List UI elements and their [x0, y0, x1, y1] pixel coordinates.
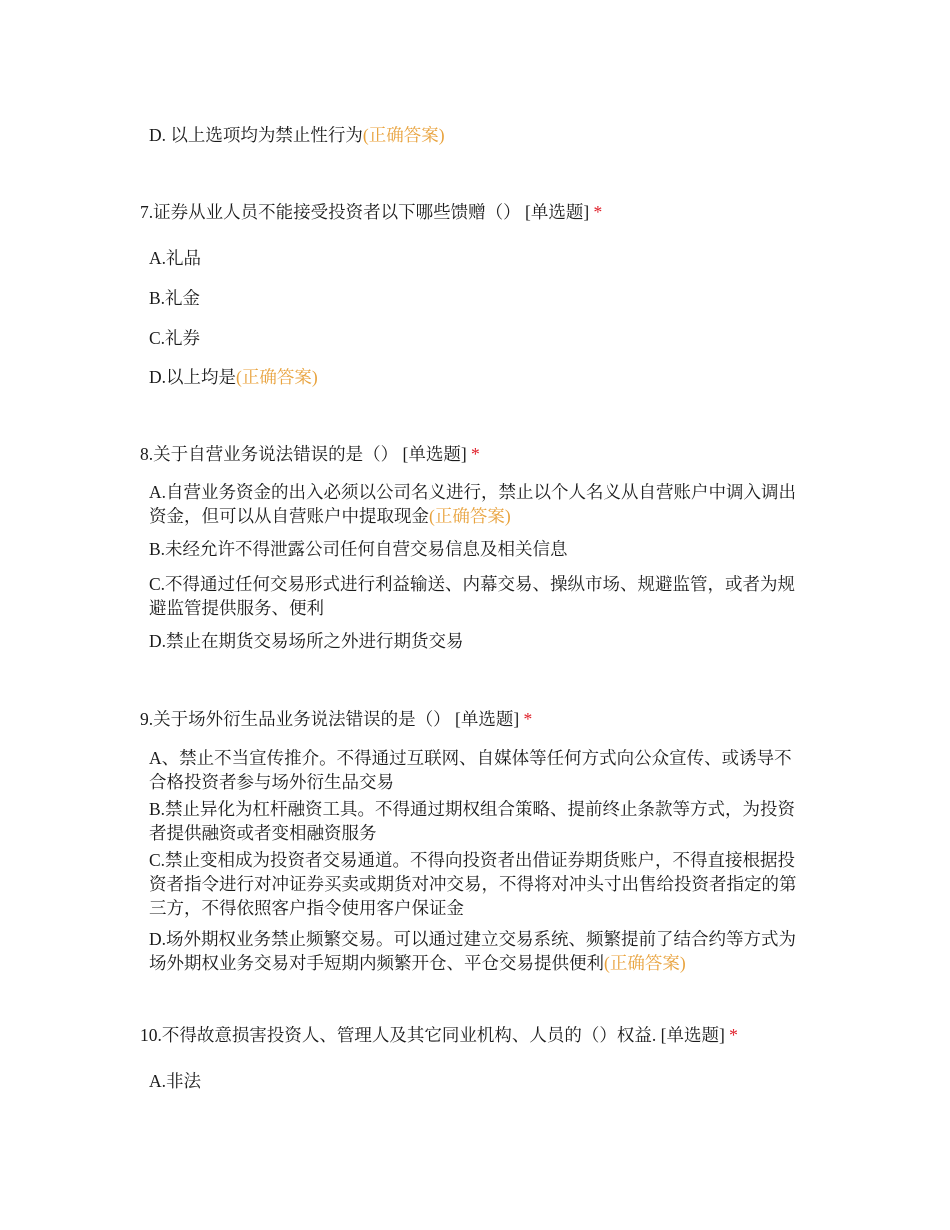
q10-option-a-text: A.非法	[149, 1071, 202, 1091]
q7-option-c[interactable]	[149, 325, 200, 350]
q8-option-b[interactable]	[149, 537, 809, 561]
q8-option-d-text: D.禁止在期货交易场所之外进行期货交易	[149, 631, 464, 651]
q9-type: [单选题]	[455, 709, 520, 729]
q9-title-text: 9.关于场外衍生品业务说法错误的是（）	[140, 709, 451, 729]
q6-option-d-text: D. 以上选项均为禁止性行为	[149, 125, 363, 145]
q7-title-text: 7.证券从业人员不能接受投资者以下哪些馈赠（）	[140, 202, 521, 222]
q10-type: [单选题]	[660, 1025, 725, 1045]
q8-type: [单选题]	[402, 444, 467, 464]
q8-option-c[interactable]	[149, 572, 809, 620]
correct-answer-marker: (正确答案)	[362, 125, 445, 145]
q8-option-b-text: B.未经允许不得泄露公司任何自营交易信息及相关信息	[149, 539, 568, 559]
q9-option-c[interactable]	[149, 848, 809, 920]
q8-option-a-text: A.自营业务资金的出入必须以公司名义进行，禁止以个人名义从自营账户中调入调出资金，但可以从自营账户中提取现金	[149, 482, 797, 526]
q7-title	[140, 199, 602, 224]
correct-answer-marker: (正确答案)	[429, 506, 511, 526]
q9-option-b-text: B.禁止异化为杠杆融资工具。不得通过期权组合策略、提前终止条款等方式，为投资者提供融资或者变相融资服务	[149, 799, 796, 843]
q9-title	[140, 706, 532, 731]
q9-option-d[interactable]	[149, 927, 809, 975]
q8-title	[140, 441, 480, 466]
required-marker: *	[593, 202, 603, 222]
required-marker: *	[729, 1025, 738, 1045]
q8-option-d[interactable]	[149, 629, 809, 653]
q10-option-a[interactable]	[149, 1068, 201, 1093]
q8-option-a[interactable]	[149, 480, 809, 528]
correct-answer-marker: (正确答案)	[236, 367, 318, 387]
q7-option-b-text: B.礼金	[149, 288, 201, 308]
q7-type: [单选题]	[525, 202, 590, 222]
q9-option-a-text: A、禁止不当宣传推介。不得通过互联网、自媒体等任何方式向公众宣传、或诱导不合格投资者参与场外衍生品交易	[149, 748, 792, 792]
q7-option-d[interactable]	[149, 364, 318, 389]
q7-option-d-text: D.以上均是	[149, 367, 237, 387]
required-marker: *	[523, 709, 533, 729]
q10-title	[140, 1022, 738, 1047]
q9-option-d-text: D.场外期权业务禁止频繁交易。可以通过建立交易系统、频繁提前了结合约等方式为场外期权业务交易对手短期内频繁开仓、平仓交易提供便利	[149, 929, 797, 973]
required-marker: *	[471, 444, 480, 464]
q7-option-a-text: A.礼品	[149, 248, 202, 268]
q9-option-a[interactable]	[149, 746, 809, 794]
q9-option-c-text: C.禁止变相成为投资者交易通道。不得向投资者出借证券期货账户，不得直接根据投资者指令进行对冲证券买卖或期货对冲交易，不得将对冲头寸出售给投资者指定的第三方，不得依照客户指令使用客户保证金	[149, 850, 797, 918]
q9-option-b[interactable]	[149, 797, 809, 845]
q7-option-a[interactable]	[149, 245, 201, 270]
correct-answer-marker: (正确答案)	[604, 953, 686, 973]
q6-option-d[interactable]	[149, 122, 445, 147]
q8-option-c-text: C.不得通过任何交易形式进行利益输送、内幕交易、操纵市场、规避监管，或者为规避监管提供服务、便利	[149, 574, 796, 618]
q7-option-c-text: C.礼券	[149, 328, 201, 348]
q7-option-b[interactable]	[149, 285, 200, 310]
q8-title-text: 8.关于自营业务说法错误的是（）	[140, 444, 399, 464]
q10-title-text: 10.不得故意损害投资人、管理人及其它同业机构、人员的（）权益.	[140, 1025, 657, 1045]
